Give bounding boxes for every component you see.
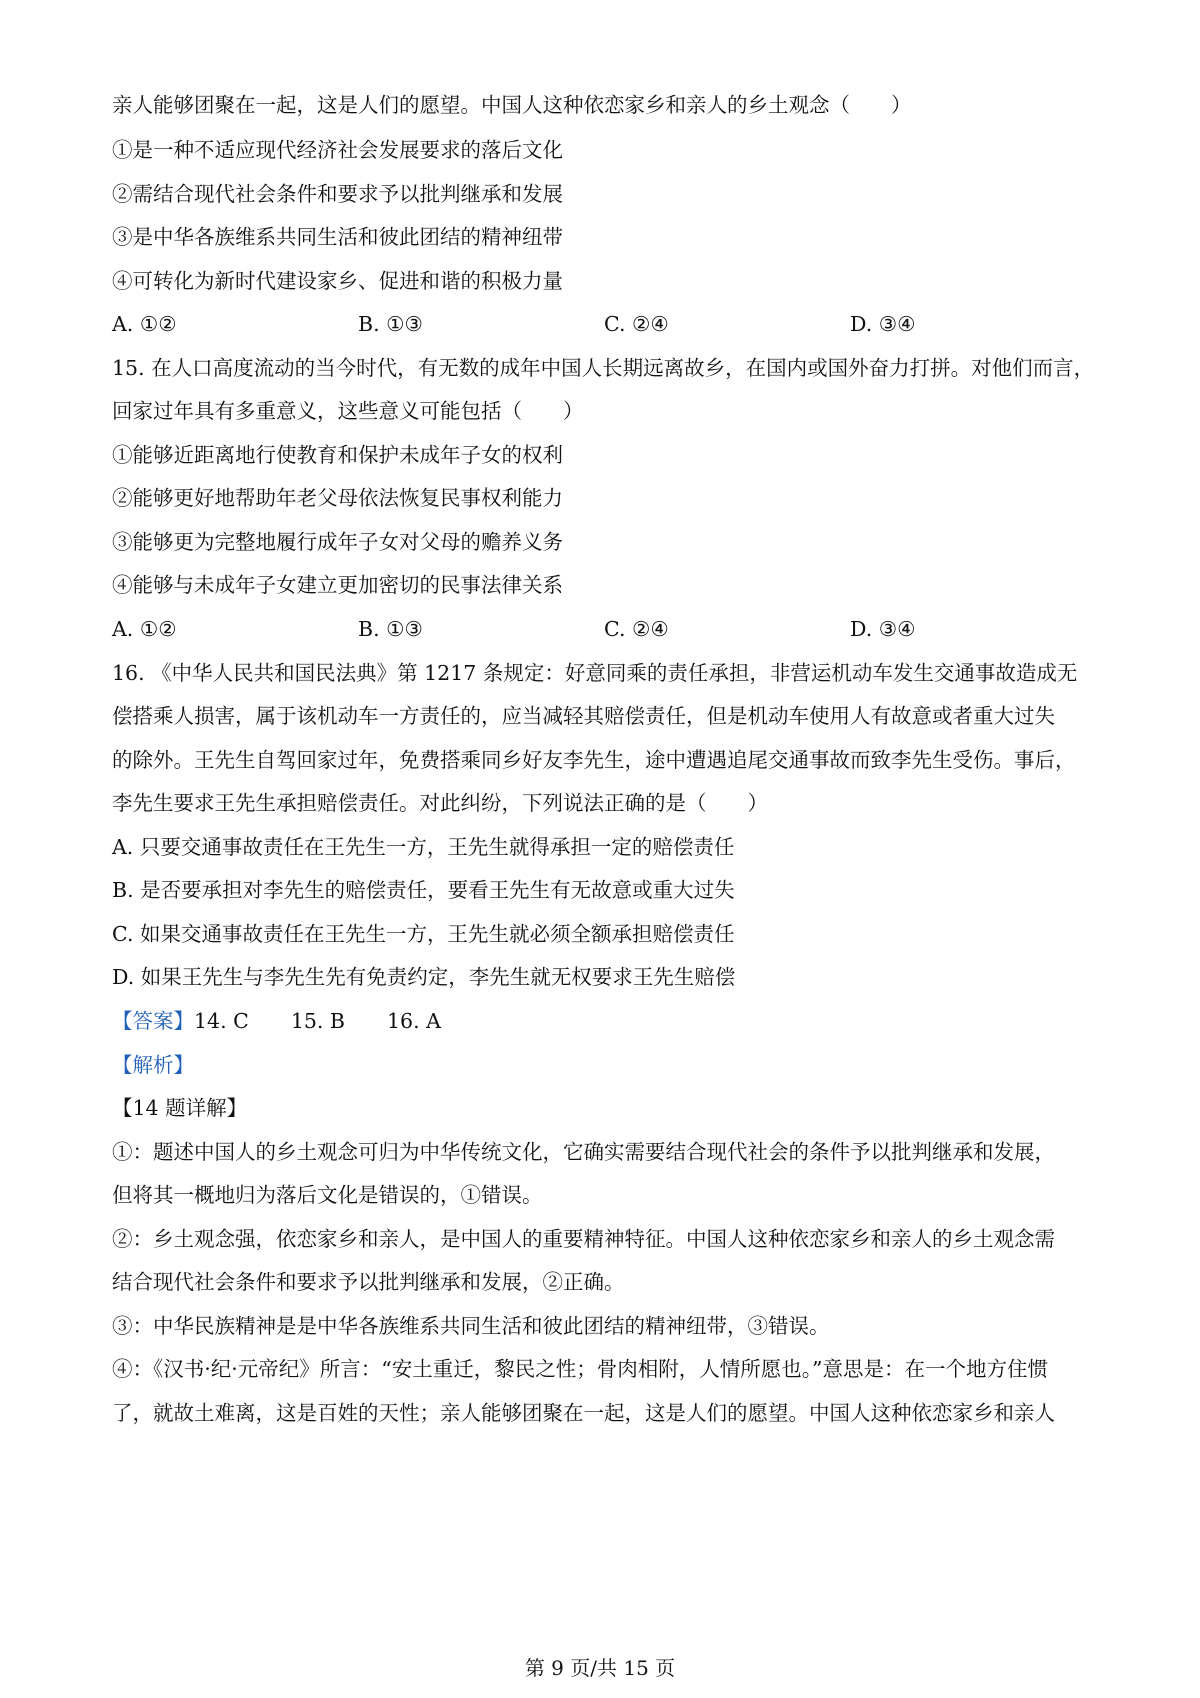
- answer-line: [112, 1006, 1112, 1036]
- q16-option-c: C. 如果交通事故责任在王先生一方，王先生就必须全额承担赔偿责任: [112, 922, 735, 946]
- analysis-line-1: ①：题述中国人的乡土观念可归为中华传统文化，它确实需要结合现代社会的条件予以批判继承和发展，: [112, 1140, 1055, 1164]
- q16-stem-line-4: 李先生要求王先生承担赔偿责任。对此纠纷，下列说法正确的是（ ）: [112, 791, 768, 815]
- analysis-line-5: ③：中华民族精神是是中华各族维系共同生活和彼此团结的精神纽带，③错误。: [112, 1314, 830, 1338]
- q15-option-b: B. ①③: [358, 617, 423, 641]
- q14-item-1: ①是一种不适应现代经济社会发展要求的落后文化: [112, 138, 563, 162]
- q14-item-2: ②需结合现代社会条件和要求予以批判继承和发展: [112, 182, 563, 206]
- q15-option-d: D. ③④: [850, 617, 916, 641]
- answer-label: 【答案】: [112, 1009, 194, 1033]
- q15-item-3: ③能够更为完整地履行成年子女对父母的赡养义务: [112, 530, 563, 554]
- q14-item-4: ④可转化为新时代建设家乡、促进和谐的积极力量: [112, 269, 563, 293]
- analysis-line-6: ④：《汉书·纪·元帝纪》所言：“安土重迁，黎民之性；骨肉相附，人情所愿也。”意思是：在一个地方住惯: [112, 1357, 1048, 1381]
- analysis-label: 【解析】: [112, 1053, 194, 1077]
- analysis-line-7: 了，就故土难离，这是百姓的天性；亲人能够团聚在一起，这是人们的愿望。中国人这种依恋家乡和亲人: [112, 1401, 1055, 1425]
- analysis-line-2: 但将其一概地归为落后文化是错误的，①错误。: [112, 1183, 543, 1207]
- q15-option-a: A. ①②: [112, 617, 177, 641]
- q16-option-b: B. 是否要承担对李先生的赔偿责任，要看王先生有无故意或重大过失: [112, 878, 735, 902]
- page-footer: 第 9 页/共 15 页: [524, 1656, 676, 1680]
- q15-item-1: ①能够近距离地行使教育和保护未成年子女的权利: [112, 443, 563, 467]
- q16-stem-line-3: 的除外。王先生自驾回家过年，免费搭乘同乡好友李先生，途中遭遇追尾交通事故而致李先生受伤。事后，: [112, 748, 1076, 772]
- q14-option-a: A. ①②: [112, 312, 177, 336]
- q14-option-b: B. ①③: [358, 312, 423, 336]
- q16-option-a: A. 只要交通事故责任在王先生一方，王先生就得承担一定的赔偿责任: [112, 835, 735, 859]
- q15-item-2: ②能够更好地帮助年老父母依法恢复民事权利能力: [112, 486, 563, 510]
- q15-options: [112, 614, 1112, 644]
- answer-16: 16. A: [387, 1009, 441, 1033]
- q15-option-c: C. ②④: [604, 617, 669, 641]
- q14-item-3: ③是中华各族维系共同生活和彼此团结的精神纽带: [112, 225, 563, 249]
- q15-item-4: ④能够与未成年子女建立更加密切的民事法律关系: [112, 573, 563, 597]
- answer-14: 14. C: [194, 1009, 249, 1033]
- analysis-detail-title: 【14 题详解】: [112, 1096, 248, 1120]
- q16-stem-line-2: 偿搭乘人损害，属于该机动车一方责任的，应当减轻其赔偿责任，但是机动车使用人有故意或者重大过失: [112, 704, 1055, 728]
- q16-stem-line-1: 16. 《中华人民共和国民法典》第 1217 条规定：好意同乘的责任承担，非营运机动车发生交通事故造成无: [112, 661, 1078, 685]
- q14-option-d: D. ③④: [850, 312, 916, 336]
- q15-stem-line-2: 回家过年具有多重意义，这些意义可能包括（ ）: [112, 399, 584, 423]
- q14-options: [112, 309, 1112, 339]
- q14-stem-tail: 亲人能够团聚在一起，这是人们的愿望。中国人这种依恋家乡和亲人的乡土观念（ ）: [112, 93, 912, 117]
- q14-option-c: C. ②④: [604, 312, 669, 336]
- answer-15: 15. B: [290, 1009, 345, 1033]
- q15-stem-line-1: 15. 在人口高度流动的当今时代，有无数的成年中国人长期远离故乡，在国内或国外奋力打拼。对他们而言，: [112, 356, 1095, 380]
- analysis-line-4: 结合现代社会条件和要求予以批判继承和发展，②正确。: [112, 1270, 625, 1294]
- q16-option-d: D. 如果王先生与李先生先有免责约定，李先生就无权要求王先生赔偿: [112, 965, 736, 989]
- analysis-line-3: ②：乡土观念强，依恋家乡和亲人，是中国人的重要精神特征。中国人这种依恋家乡和亲人的乡土观念需: [112, 1227, 1055, 1251]
